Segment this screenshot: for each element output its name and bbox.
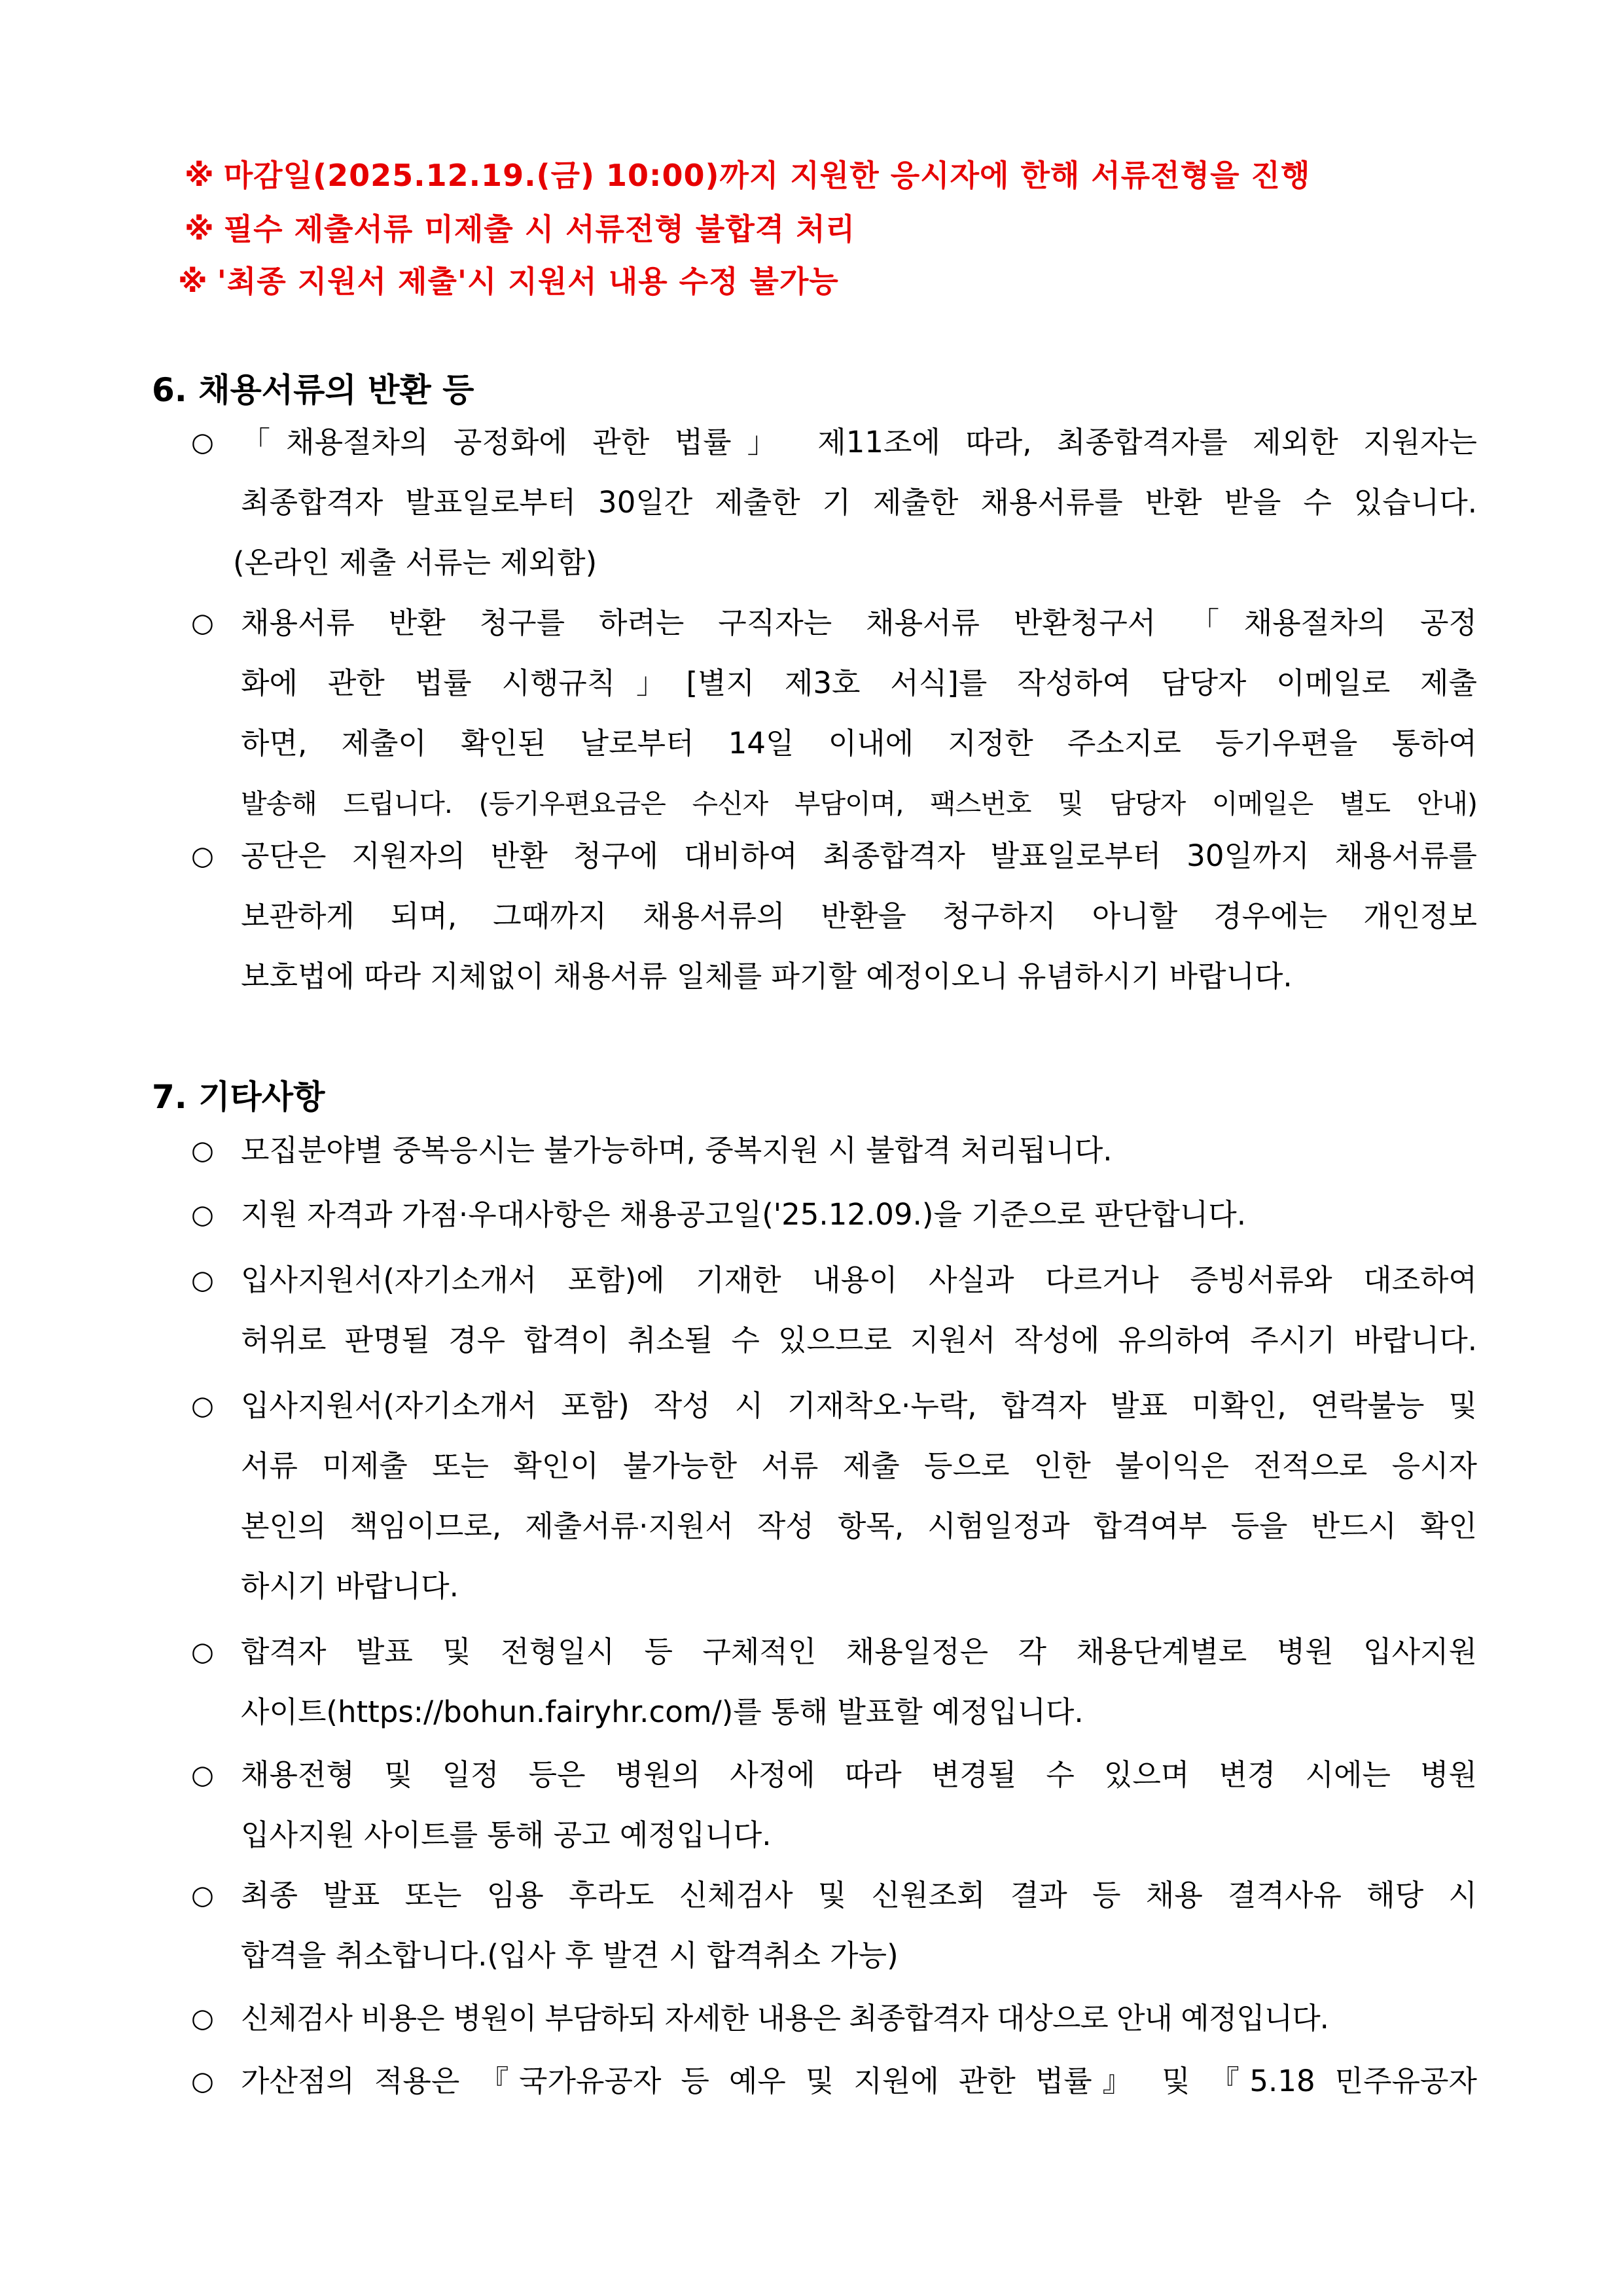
- circle-bullet-icon: ○: [191, 1760, 214, 1790]
- list-item: ○ 공단은 지원자의 반환 청구에 대비하여 최종합격자 발표일로부터 30일까지 채용서류를 보관하게 되며, 그때까지 채용서류의 반환을 청구하지 아니할 경우에는 개인정보 보호법에 따라 지체없이 채용서류 일체를 파기할 예정이오니 유념하시기 바랍니다.: [191, 826, 1477, 1007]
- list-item: ○ 지원 자격과 가점·우대사항은 채용공고일('25.12.09.)을 기준으로 판단합니다.: [191, 1185, 1477, 1245]
- reference-mark-icon: ※: [185, 158, 215, 193]
- reference-mark-icon: ※: [185, 211, 215, 247]
- circle-bullet-icon: ○: [191, 1880, 214, 1910]
- circle-bullet-icon: ○: [191, 608, 214, 638]
- notice-deadline: ※ 마감일(2025.12.19.(금) 10:00)까지 지원한 응시자에 한해 서류전형을 진행: [185, 158, 1311, 193]
- list-item: ○ 「채용절차의 공정화에 관한 법률」 제11조에 따라, 최종합격자를 제외한 지원자는 최종합격자 발표일로부터 30일간 제출한 기 제출한 채용서류를 반환 받을 수 있습니다. (온라인 제출 서류는 제외함): [191, 412, 1477, 593]
- notice-required-documents: ※ 필수 제출서류 미제출 시 서류전형 불합격 처리: [185, 211, 856, 247]
- reference-mark-icon: ※: [178, 264, 208, 299]
- circle-bullet-icon: ○: [191, 2003, 214, 2034]
- list-item: ○ 모집분야별 중복응시는 불가능하며, 중복지원 시 불합격 처리됩니다.: [191, 1121, 1477, 1181]
- circle-bullet-icon: ○: [191, 841, 214, 871]
- circle-bullet-icon: ○: [191, 2066, 214, 2096]
- circle-bullet-icon: ○: [191, 1391, 214, 1421]
- list-item: ○ 최종 발표 또는 임용 후라도 신체검사 및 신원조회 결과 등 채용 결격사유 해당 시 합격을 취소합니다.(입사 후 발견 시 합격취소 가능): [191, 1865, 1477, 1986]
- notice-final-submission: ※ '최종 지원서 제출'시 지원서 내용 수정 불가능: [178, 264, 839, 299]
- recruitment-site-link[interactable]: 사이트(https://bohun.fairyhr.com/)를 통해 발표할 예정입니다.: [241, 1695, 1084, 1729]
- list-item: ○ 채용서류 반환 청구를 하려는 구직자는 채용서류 반환청구서 「채용절차의 공정 화에 관한 법률 시행규칙」[별지 제3호 서식]를 작성하여 담당자 이메일로 제출 하면, 제출이 확인된 날로부터 14일 이내에 지정한 주소지로 등기우편을 통하여 발송해 드립니다. (등기우편요금은 수신자 부담이며, 팩스번호 및 담당자 이메일은 별도 안내): [191, 593, 1477, 834]
- list-item: ○ 입사지원서(자기소개서 포함) 작성 시 기재착오·누락, 합격자 발표 미확인, 연락불능 및 서류 미제출 또는 확인이 불가능한 서류 제출 등으로 인한 불이익은 전적으로 응시자 본인의 책임이므로, 제출서류·지원서 작성 항목, 시험일정과 합격여부 등을 반드시 확인 하시기 바랍니다.: [191, 1376, 1477, 1617]
- list-item: ○ 신체검사 비용은 병원이 부담하되 자세한 내용은 최종합격자 대상으로 안내 예정입니다.: [191, 1988, 1477, 2049]
- section-7-heading: 7. 기타사항: [152, 1078, 325, 1116]
- list-item: ○ 채용전형 및 일정 등은 병원의 사정에 따라 변경될 수 있으며 변경 시에는 병원 입사지원 사이트를 통해 공고 예정입니다.: [191, 1745, 1477, 1865]
- circle-bullet-icon: ○: [191, 1200, 214, 1230]
- section-6-heading: 6. 채용서류의 반환 등: [152, 371, 474, 409]
- list-item: ○ 입사지원서(자기소개서 포함)에 기재한 내용이 사실과 다르거나 증빙서류와 대조하여 허위로 판명될 경우 합격이 취소될 수 있으므로 지원서 작성에 유의하여 주시기 바랍니다.: [191, 1250, 1477, 1371]
- circle-bullet-icon: ○: [191, 1136, 214, 1166]
- circle-bullet-icon: ○: [191, 427, 214, 457]
- list-item: ○ 가산점의 적용은 『국가유공자 등 예우 및 지원에 관한 법률』 및 『5.18 민주유공자: [191, 2051, 1477, 2111]
- circle-bullet-icon: ○: [191, 1265, 214, 1295]
- list-item: ○ 합격자 발표 및 전형일시 등 구체적인 채용일정은 각 채용단계별로 병원 입사지원 사이트(https://bohun.fairyhr.com/)를 통해 발표할 예정입니다.: [191, 1622, 1477, 1742]
- circle-bullet-icon: ○: [191, 1637, 214, 1667]
